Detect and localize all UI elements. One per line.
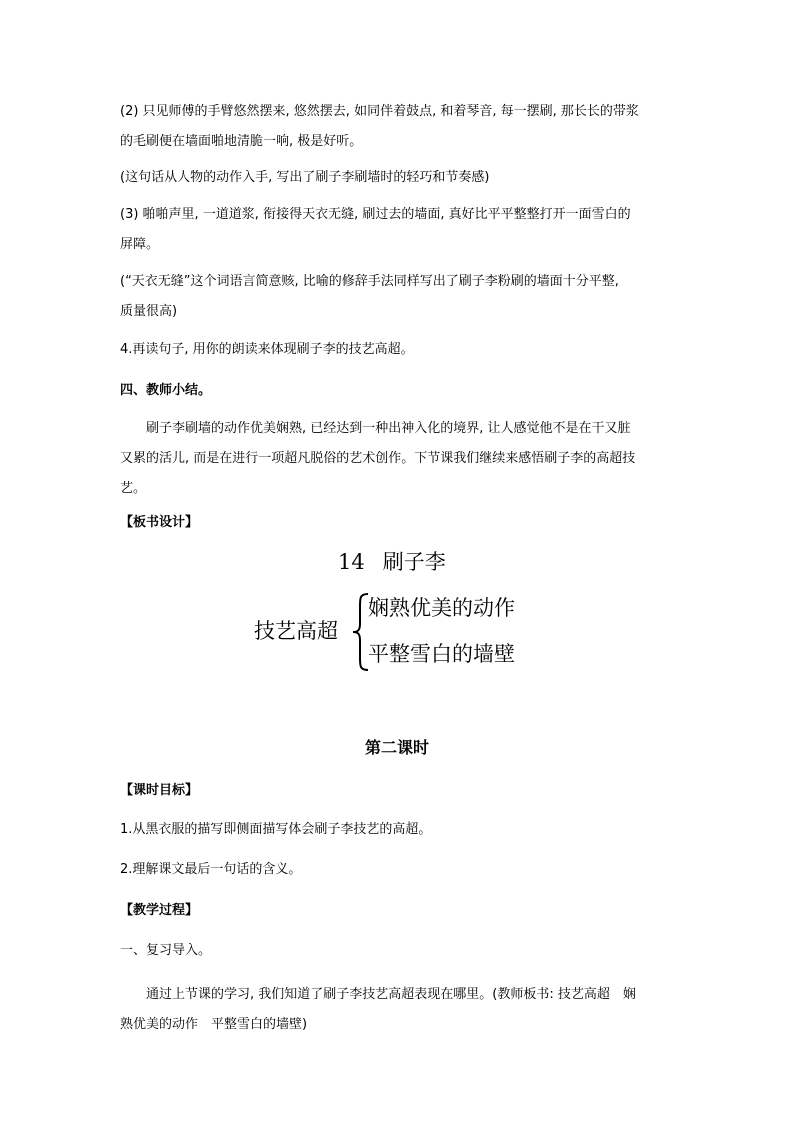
paragraph-line: 熟优美的动作 平整雪白的墙壁) [120, 1017, 308, 1032]
board-item: 娴熟优美的动作 [368, 596, 515, 620]
section-label-goals: 【课时目标】 [120, 783, 199, 798]
paragraph-line: 通过上节课的学习, 我们知道了刷子李技艺高超表现在哪里。(教师板书: 技艺高超 娴 [146, 987, 636, 1002]
paragraph-line: (2) 只见师傅的手臂悠然摆来, 悠然摆去, 如同伴着鼓点, 和着琴音, 每一摆刷, 那长长的带浆 [120, 104, 639, 119]
paragraph-line: 刷子李刷墙的动作优美娴熟, 已经达到一种出神入化的境界, 让人感觉他不是在干又脏 [146, 421, 631, 436]
paragraph-line: 的毛刷便在墙面啪地清脆一响, 极是好听。 [120, 134, 363, 149]
paragraph-line: 质量很高) [120, 304, 178, 319]
section-heading-summary: 四、教师小结。 [120, 383, 212, 398]
paragraph-review-intro [120, 980, 680, 1040]
paragraph-line: 又累的活儿, 而是在进行一项超凡脱俗的艺术创作。下节课我们继续来感悟刷子李的高超技 [120, 451, 636, 466]
paragraph-sentence-3 [120, 200, 680, 260]
lesson-heading: 第二课时 [364, 738, 429, 757]
paragraph-sentence-2 [120, 97, 680, 157]
lesson-number: 14 [338, 550, 365, 574]
paragraph-reread: 4.再读句子, 用你的朗读来体现刷子李的技艺高超。 [120, 342, 414, 357]
board-design [0, 540, 794, 690]
board-item: 平整雪白的墙壁 [368, 642, 515, 666]
paragraph-note-seamless [120, 267, 680, 327]
paragraph-teacher-summary [120, 414, 680, 504]
step-review: 一、复习导入。 [120, 943, 212, 958]
board-main-point: 技艺高超 [254, 619, 338, 643]
paragraph-line: 艺。 [120, 481, 147, 496]
lesson-title: 刷子李 [382, 550, 446, 574]
section-label-board-design: 【板书设计】 [120, 515, 199, 530]
paragraph-line: (“天衣无缝”这个词语言简意赅, 比喻的修辞手法同样写出了刷子李粉刷的墙面十分平整, [120, 274, 619, 289]
section-label-process: 【教学过程】 [120, 903, 199, 918]
goal-item: 1.从黑衣服的描写即侧面描写体会刷子李技艺的高超。 [120, 822, 432, 837]
paragraph-note-rhythm: (这句话从人物的动作入手, 写出了刷子李刷墙时的轻巧和节奏感) [120, 170, 490, 185]
paragraph-line: 屏障。 [120, 237, 160, 252]
goal-item: 2.理解课文最后一句话的含义。 [120, 862, 302, 877]
board-title [338, 550, 446, 574]
paragraph-line: (3) 啪啪声里, 一道道浆, 衔接得天衣无缝, 刷过去的墙面, 真好比平平整整打开一面雪白的 [120, 207, 631, 222]
left-brace-icon [350, 592, 370, 672]
